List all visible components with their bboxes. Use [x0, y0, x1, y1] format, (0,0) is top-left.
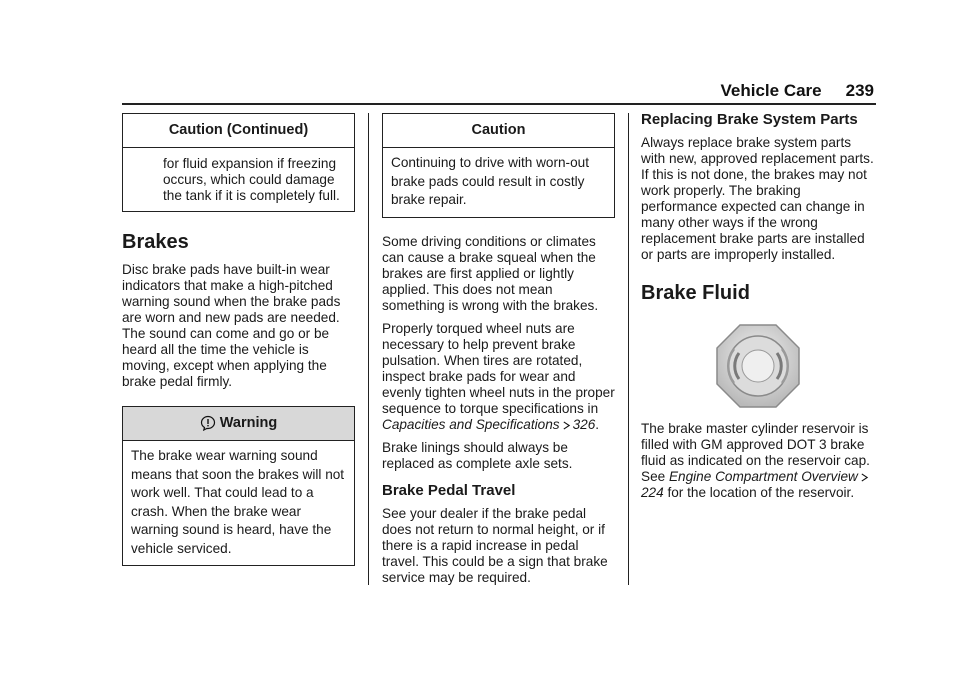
- brake-fluid-end: for the location of the reservoir.: [663, 485, 855, 500]
- caution-continued-text: for fluid expansion if freezing occurs, which could damage the tank if it is completely full.: [163, 156, 340, 203]
- caution-box: [382, 113, 615, 218]
- page-header: [622, 81, 874, 103]
- warning-title: Warning: [219, 415, 278, 431]
- brake-fluid-heading: Brake Fluid: [641, 282, 750, 304]
- capacities-page[interactable]: 326: [572, 416, 596, 432]
- column-2: [382, 113, 615, 593]
- column-3: [641, 113, 877, 508]
- engine-compartment-link[interactable]: Engine Compartment Overview: [668, 469, 858, 484]
- caution-title: Caution: [383, 114, 614, 148]
- page-reference-arrow-icon: [562, 421, 571, 430]
- warning-header: [123, 407, 354, 441]
- column-1: [122, 113, 355, 566]
- warning-icon: [200, 415, 216, 431]
- caution-continued-box: [122, 113, 355, 212]
- linings-paragraph: Brake linings should always be replaced as complete axle sets.: [382, 439, 573, 471]
- wheel-nuts-end: .: [595, 416, 600, 432]
- squeal-paragraph: Some driving conditions or climates can cause a brake squeal when the brakes are first applied or lightly applied. This does not mean something is wrong with the brakes.: [382, 233, 599, 313]
- brakes-paragraph: Disc brake pads have built-in wear indicators that make a high-pitched warning sound when the brake pads are worn and new pads are needed. The sound can come and go or be heard all the time the vehicle is moving, except when applying the brake pedal firmly.: [122, 262, 341, 389]
- caution-text: Continuing to drive with worn-out brake pads could result in costly brake repair.: [391, 155, 589, 207]
- engine-compartment-page[interactable]: 224: [641, 485, 664, 500]
- warning-box: [122, 406, 355, 566]
- pedal-travel-paragraph: See your dealer if the brake pedal does not return to normal height, or if there is a rapid increase in pedal travel. This could be a sign that brake service may be required.: [382, 505, 608, 585]
- warning-text: The brake wear warning sound means that soon the brakes will not work well. That could lead to a crash. When the brake wear warning sound is heard, have the vehicle serviced.: [131, 448, 345, 556]
- pedal-travel-heading: Brake Pedal Travel: [382, 481, 516, 499]
- wheel-nuts-text: Properly torqued wheel nuts are necessary to help prevent brake pulsation. When tires are rotated, inspect brake pads for wear and evenly tighten wheel nuts in the proper sequence to torque specifications in: [382, 320, 615, 416]
- capacities-link[interactable]: Capacities and Specifications: [382, 416, 560, 432]
- column-divider-2: [628, 113, 629, 585]
- replacing-parts-paragraph: Always replace brake system parts with new, approved replacement parts. If this is not done, the brakes may not work properly. The braking performance expected can change in many other ways if the wrong replacement brake parts are installed or parts are improperly installed.: [641, 135, 874, 262]
- brake-fluid-text: The brake master cylinder reservoir is filled with GM approved DOT 3 brake fluid as indicated on the reservoir cap. See: [641, 421, 870, 484]
- page-number: 239: [845, 81, 874, 100]
- brake-fluid-paragraph: [641, 421, 877, 501]
- header-rule: [122, 103, 876, 105]
- caution-continued-title: Caution (Continued): [123, 114, 354, 148]
- wheel-nuts-paragraph: [382, 321, 615, 433]
- replacing-parts-heading: Replacing Brake System Parts: [641, 111, 858, 128]
- brakes-heading: Brakes: [122, 231, 189, 253]
- section-title: Vehicle Care: [720, 81, 822, 100]
- column-divider-1: [368, 113, 369, 585]
- page-reference-arrow-icon: [860, 473, 869, 482]
- brake-fluid-icon: [715, 323, 801, 409]
